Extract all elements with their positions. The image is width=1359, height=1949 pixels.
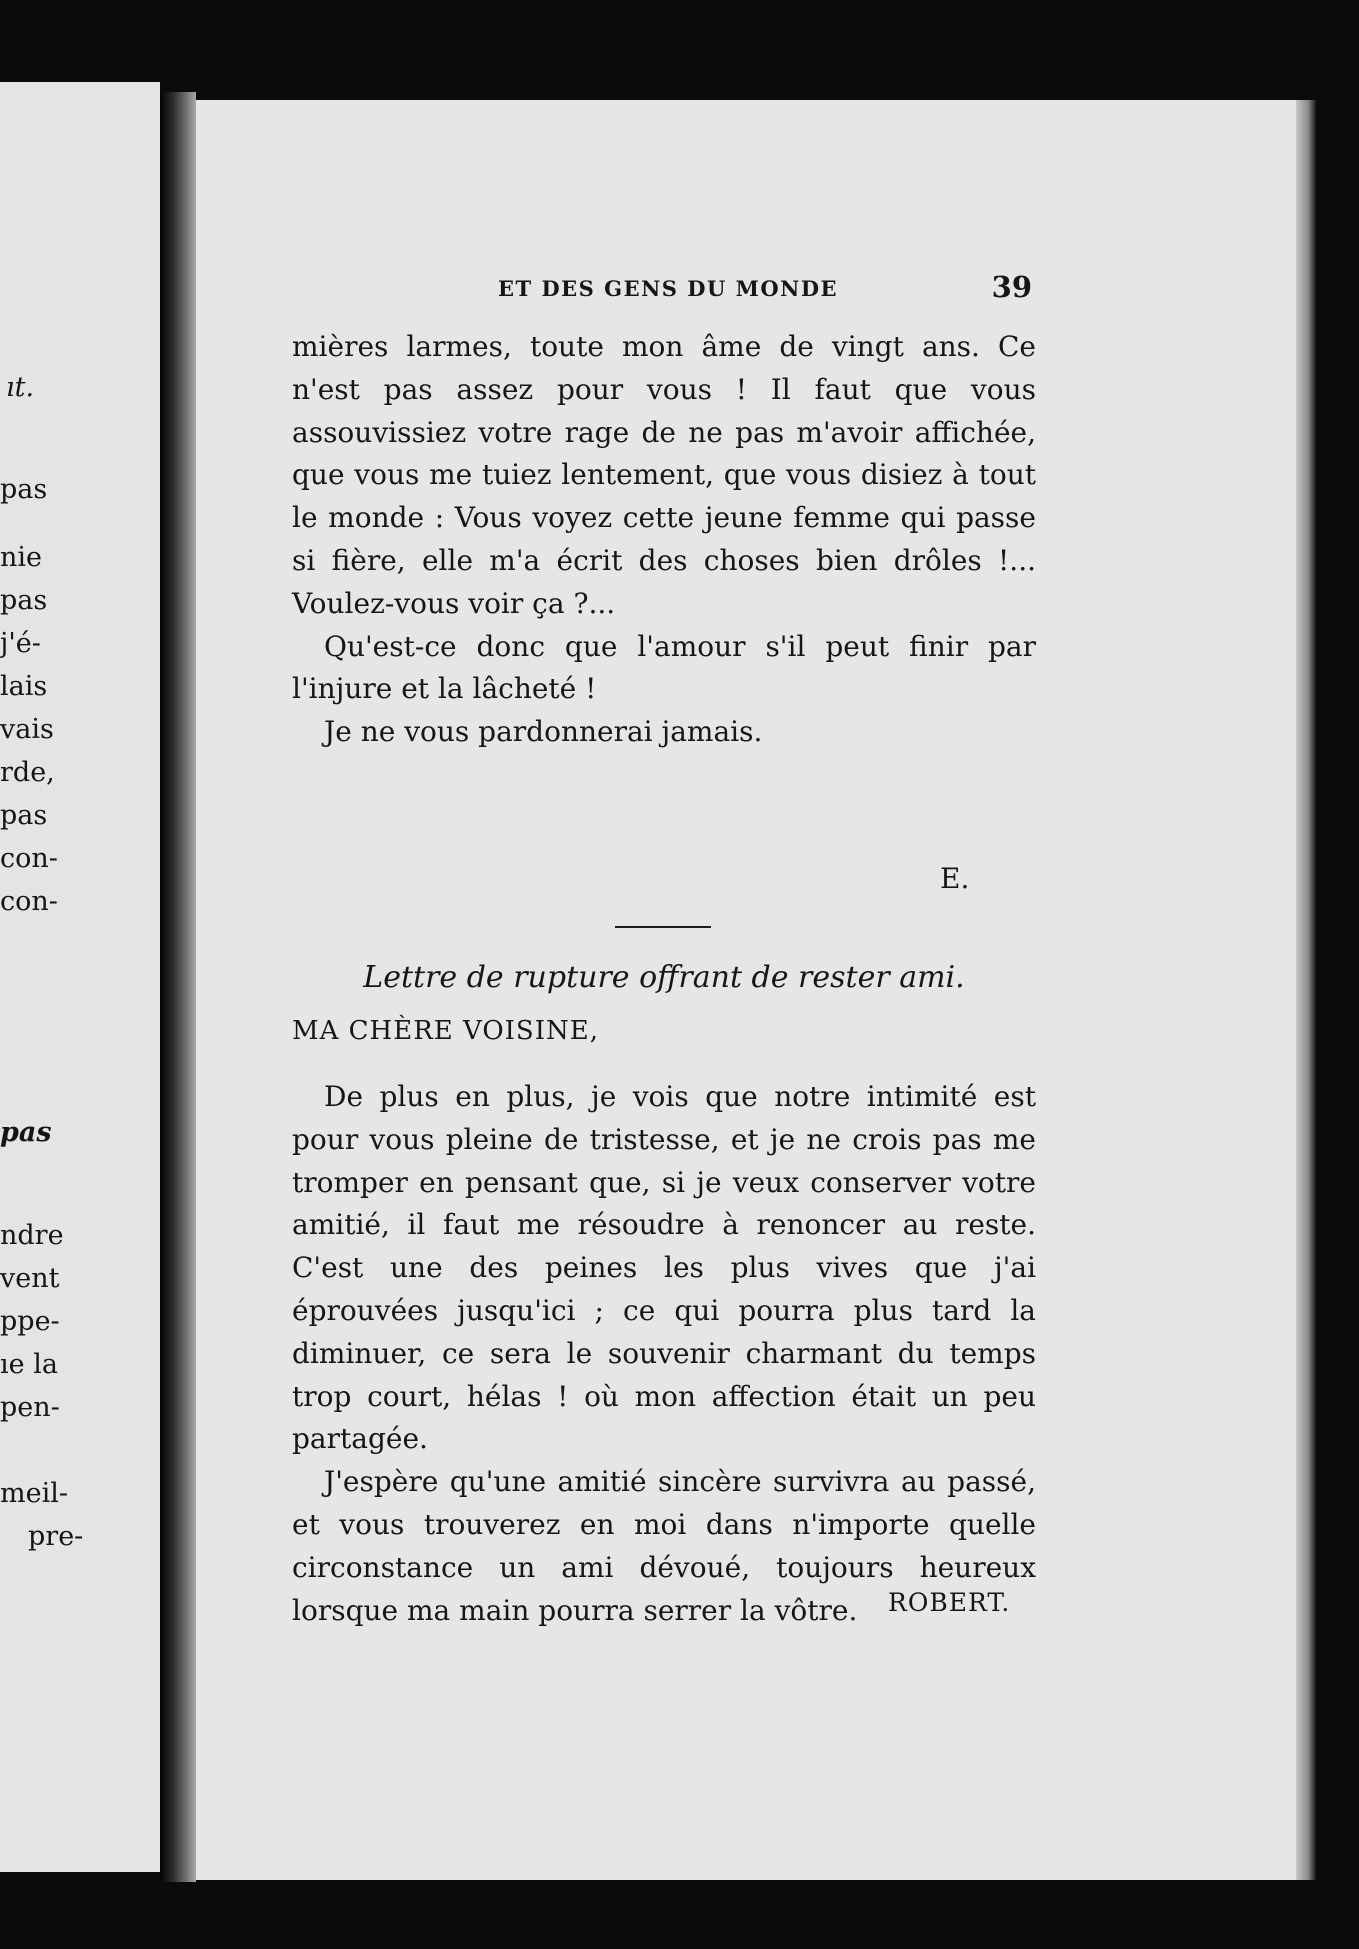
left-fragment: j'é-	[0, 628, 41, 659]
left-page	[0, 82, 160, 1872]
left-fragment: pas	[0, 585, 48, 616]
paragraph: Je ne vous pardonnerai jamais.	[324, 715, 763, 749]
page-edge	[1296, 100, 1316, 1880]
signature: E.	[940, 862, 970, 895]
left-fragment: lais	[0, 671, 48, 702]
left-fragment: pas	[0, 474, 48, 505]
left-fragment: ıt.	[6, 372, 35, 403]
page-number: 39	[991, 270, 1032, 304]
left-fragment: meil-	[0, 1478, 68, 1509]
left-fragment: pen-	[0, 1392, 60, 1423]
signature: ROBERT.	[888, 1588, 1011, 1617]
salutation: MA CHÈRE VOISINE,	[292, 1016, 600, 1046]
paragraph: Qu'est-ce donc que l'amour s'il peut finir par l'injure et la lâcheté !	[292, 629, 1036, 706]
running-head-title: ET DES GENS DU MONDE	[498, 276, 839, 301]
first-letter-text	[292, 326, 1036, 754]
left-fragment: ıe la	[0, 1349, 58, 1380]
second-letter-text	[292, 1076, 1036, 1632]
letter-heading: Lettre de rupture offrant de rester ami.	[363, 960, 965, 995]
section-divider	[615, 926, 711, 928]
left-fragment: rde,	[0, 757, 55, 788]
left-fragment: pas	[0, 800, 48, 831]
left-fragment: pre-	[28, 1521, 84, 1552]
left-fragment: nie	[0, 542, 43, 573]
book-spine	[160, 92, 196, 1882]
running-head	[292, 270, 1036, 310]
left-fragment: pas	[0, 1117, 52, 1148]
left-fragment: vais	[0, 714, 54, 745]
left-fragment: ndre	[0, 1220, 64, 1251]
left-fragment: con-	[0, 886, 58, 917]
left-fragment: ppe-	[0, 1306, 60, 1337]
paragraph: De plus en plus, je vois que notre intimité est pour vous pleine de tristesse, et je ne crois pas me tromper en pensant que, si je veux conserver votre amitié, il faut me résoudre à renoncer au reste. C'est une des peines les plus vives que j'ai éprouvées jusqu'ici ; ce qui pourra plus tard la diminuer, ce sera le souvenir charmant du temps trop court, hélas ! où mon affection était un peu partagée.	[292, 1080, 1036, 1456]
right-page	[196, 100, 1308, 1880]
paragraph: J'espère qu'une amitié sincère survivra au passé, et vous trouverez en moi dans n'importe quelle circonstance un ami dévoué, toujours heureux lorsque ma main pourra serrer la vôtre.	[292, 1465, 1036, 1627]
left-fragment: vent	[0, 1263, 60, 1294]
left-fragment: con-	[0, 843, 58, 874]
paragraph: mières larmes, toute mon âme de vingt ans. Ce n'est pas assez pour vous ! Il faut que vous assouvissiez votre rage de ne pas m'avoir affichée, que vous me tuiez lentement, que vous disiez à tout le monde : Vous voyez cette jeune femme qui passe si fière, elle m'a écrit des choses bien drôles !... Voulez-vous voir ça ?...	[292, 330, 1036, 620]
